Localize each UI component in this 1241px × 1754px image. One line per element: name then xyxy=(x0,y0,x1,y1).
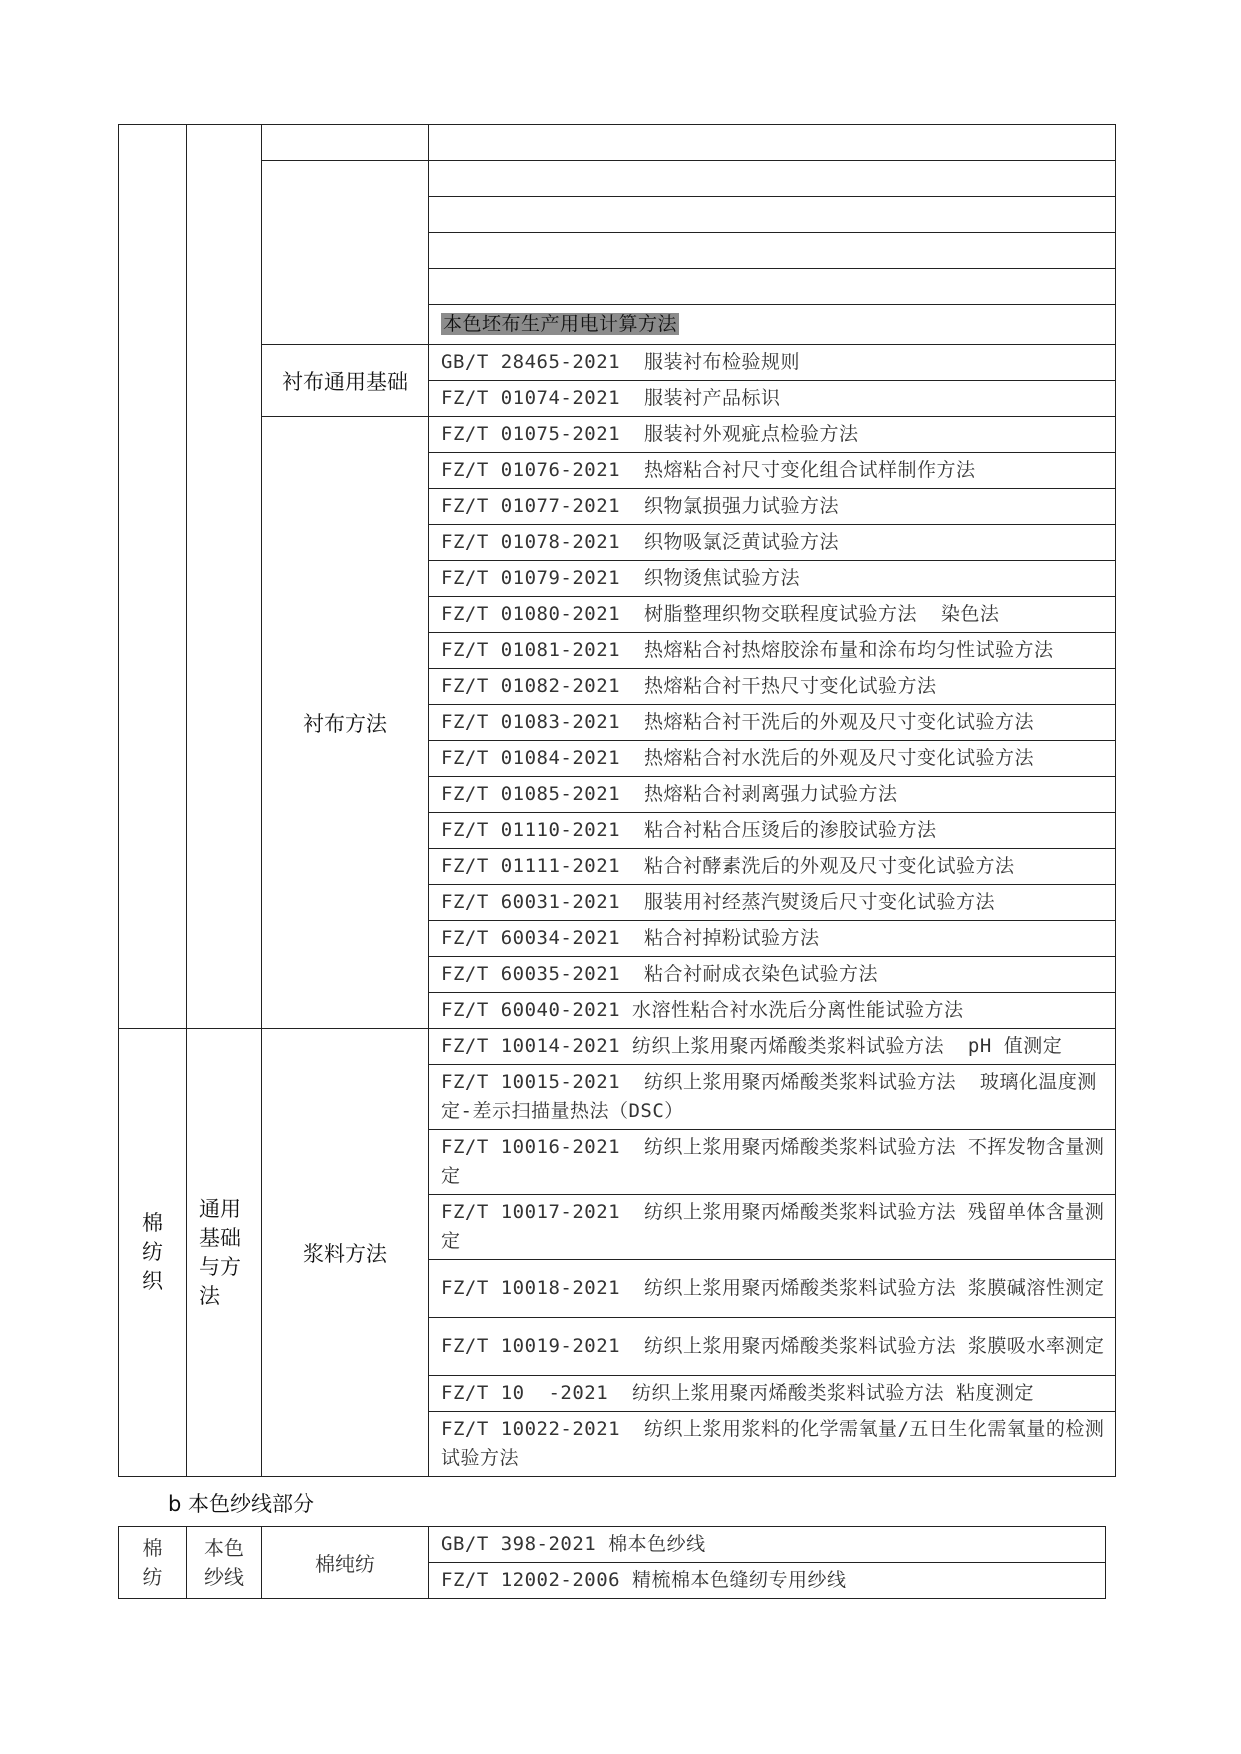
standard-entry: FZ/T 10017-2021 纺织上浆用聚丙烯酸类浆料试验方法 残留单体含量测定 xyxy=(429,1195,1116,1260)
table-row xyxy=(429,125,1116,161)
standard-entry: FZ/T 60035-2021 粘合衬耐成衣染色试验方法 xyxy=(429,957,1116,993)
category-cell-empty xyxy=(262,161,429,345)
category-label: 浆料方法 xyxy=(262,1029,429,1477)
standard-entry: FZ/T 01077-2021 织物氯损强力试验方法 xyxy=(429,489,1116,525)
division-label: 棉纺织 xyxy=(119,1029,187,1477)
standard-entry: FZ/T 01111-2021 粘合衬酵素洗后的外观及尺寸变化试验方法 xyxy=(429,849,1116,885)
standard-entry: FZ/T 60031-2021 服装用衬经蒸汽熨烫后尺寸变化试验方法 xyxy=(429,885,1116,921)
category-cell-empty xyxy=(262,125,429,161)
standard-entry: FZ/T 10015-2021 纺织上浆用聚丙烯酸类浆料试验方法 玻璃化温度测定-差示扫描量热法（DSC） xyxy=(429,1065,1116,1130)
standard-entry: FZ/T 10019-2021 纺织上浆用聚丙烯酸类浆料试验方法 浆膜吸水率测定 xyxy=(429,1318,1116,1376)
standard-entry: FZ/T 01075-2021 服装衬外观疵点检验方法 xyxy=(429,417,1116,453)
standard-entry: FZ/T 10 -2021 纺织上浆用聚丙烯酸类浆料试验方法 粘度测定 xyxy=(429,1376,1116,1412)
standard-entry: GB/T 28465-2021 服装衬布检验规则 xyxy=(429,345,1116,381)
section-heading: b 本色纱线部分 xyxy=(168,1492,315,1516)
table-row xyxy=(429,161,1116,197)
standard-entry: FZ/T 10016-2021 纺织上浆用聚丙烯酸类浆料试验方法 不挥发物含量测定 xyxy=(429,1130,1116,1195)
standard-entry: FZ/T 10022-2021 纺织上浆用浆料的化学需氧量/五日生化需氧量的检测试验方法 xyxy=(429,1412,1116,1477)
group-label: 本色纱线 xyxy=(187,1527,262,1599)
category-label: 棉纯纺 xyxy=(262,1527,429,1599)
standard-entry: FZ/T 01080-2021 树脂整理织物交联程度试验方法 染色法 xyxy=(429,597,1116,633)
standards-table-b xyxy=(118,1526,1106,1599)
standard-entry: GB/T 398-2021 棉本色纱线 xyxy=(429,1527,1106,1563)
standard-entry: FZ/T 60040-2021 水溶性粘合衬水洗后分离性能试验方法 xyxy=(429,993,1116,1029)
standard-entry: FZ/T 60034-2021 粘合衬掉粉试验方法 xyxy=(429,921,1116,957)
group-label: 通用基础与方法 xyxy=(187,1029,262,1477)
standard-entry: FZ/T 01078-2021 织物吸氯泛黄试验方法 xyxy=(429,525,1116,561)
group-cell-empty xyxy=(187,125,262,1029)
category-label: 衬布通用基础 xyxy=(262,345,429,417)
highlighted-entry: 本色坯布生产用电计算方法 xyxy=(443,313,678,335)
standard-entry: FZ/T 01082-2021 热熔粘合衬干热尺寸变化试验方法 xyxy=(429,669,1116,705)
standard-entry: FZ/T 01079-2021 织物烫焦试验方法 xyxy=(429,561,1116,597)
standard-entry: FZ/T 01085-2021 热熔粘合衬剥离强力试验方法 xyxy=(429,777,1116,813)
standard-entry: FZ/T 01083-2021 热熔粘合衬干洗后的外观及尺寸变化试验方法 xyxy=(429,705,1116,741)
standards-table-a xyxy=(118,124,1116,1477)
standard-entry: FZ/T 01074-2021 服装衬产品标识 xyxy=(429,381,1116,417)
standard-entry: FZ/T 12002-2006 精梳棉本色缝纫专用纱线 xyxy=(429,1563,1106,1599)
division-label: 棉纺 xyxy=(119,1527,187,1599)
category-label: 衬布方法 xyxy=(262,417,429,1029)
table-row xyxy=(429,305,1116,345)
standard-entry: FZ/T 10014-2021 纺织上浆用聚丙烯酸类浆料试验方法 pH 值测定 xyxy=(429,1029,1116,1065)
division-cell-empty xyxy=(119,125,187,1029)
table-row xyxy=(429,269,1116,305)
table-row xyxy=(429,233,1116,269)
standard-entry: FZ/T 01076-2021 热熔粘合衬尺寸变化组合试样制作方法 xyxy=(429,453,1116,489)
table-row xyxy=(429,197,1116,233)
standard-entry: FZ/T 01084-2021 热熔粘合衬水洗后的外观及尺寸变化试验方法 xyxy=(429,741,1116,777)
standard-entry: FZ/T 10018-2021 纺织上浆用聚丙烯酸类浆料试验方法 浆膜碱溶性测定 xyxy=(429,1260,1116,1318)
standard-entry: FZ/T 01110-2021 粘合衬粘合压烫后的渗胶试验方法 xyxy=(429,813,1116,849)
standard-entry: FZ/T 01081-2021 热熔粘合衬热熔胶涂布量和涂布均匀性试验方法 xyxy=(429,633,1116,669)
